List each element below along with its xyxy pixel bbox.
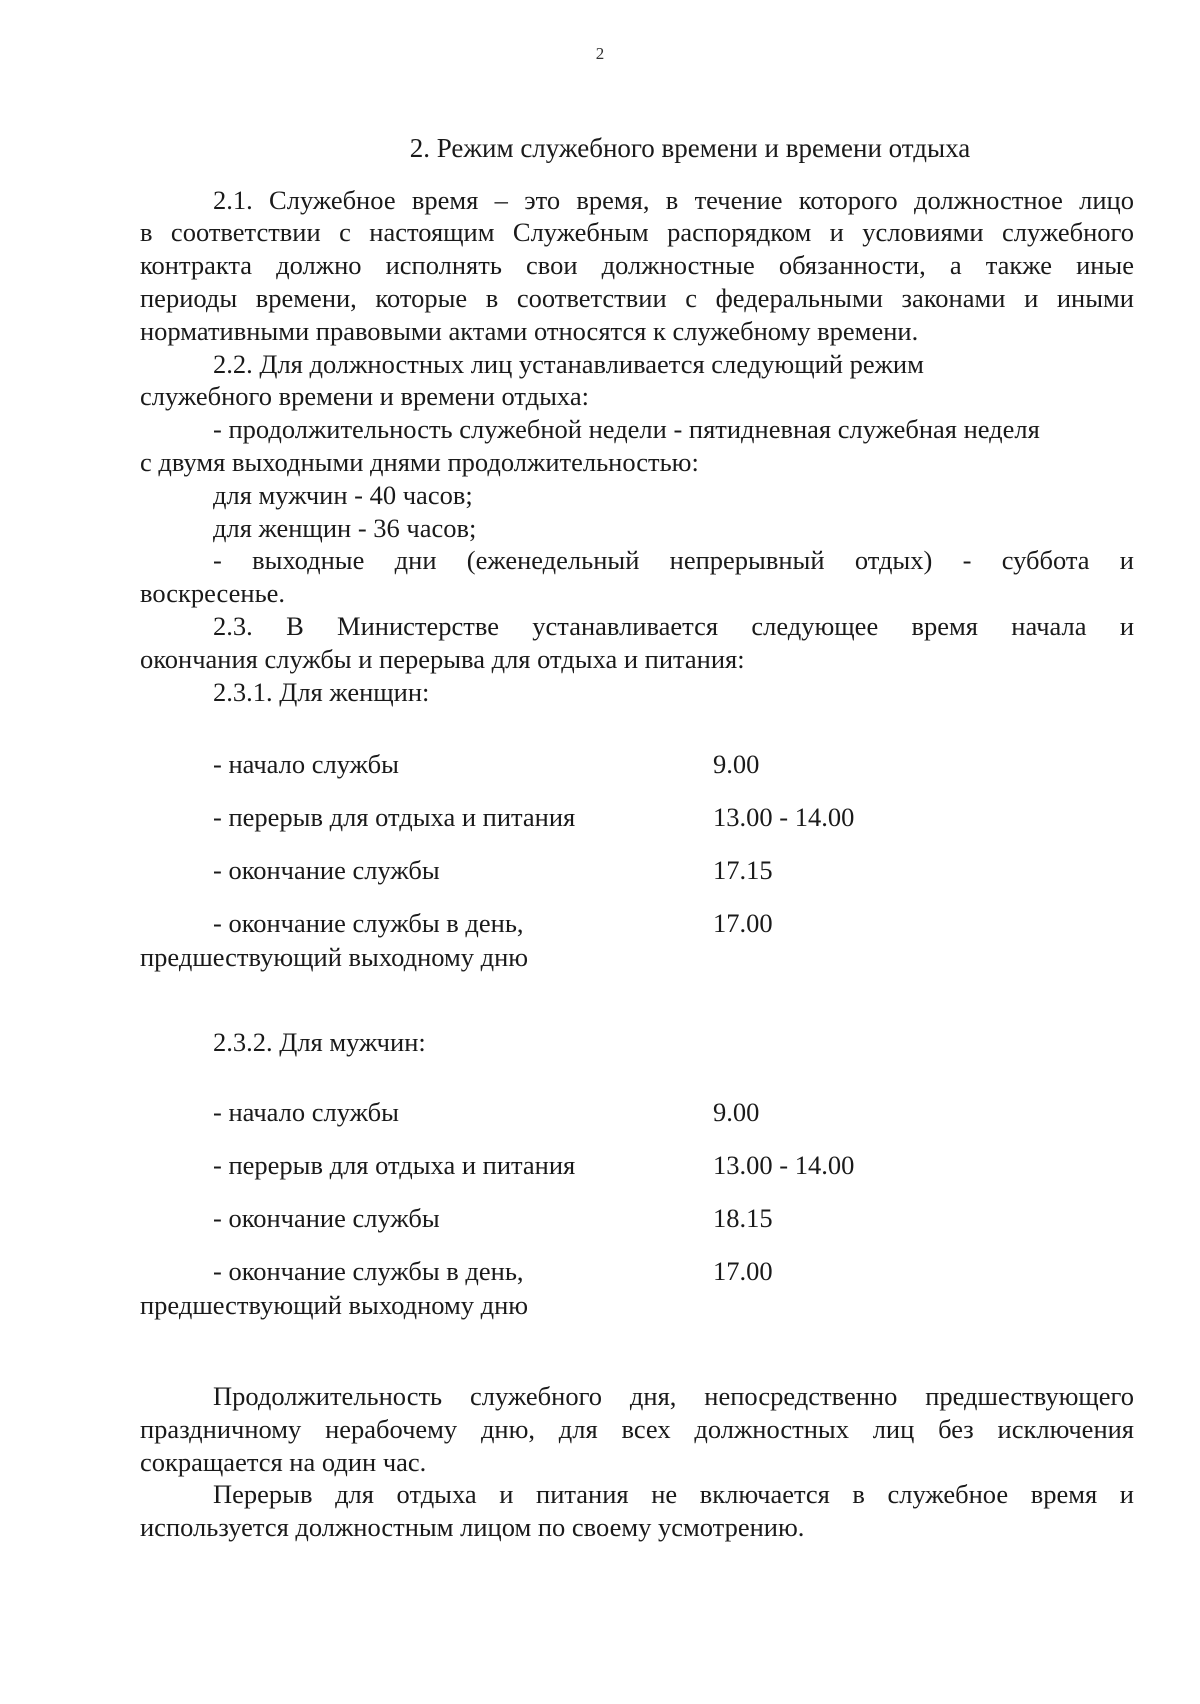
men-row-start-value: 9.00: [713, 1097, 760, 1127]
closing-2-line-1: Перерыв для отдыха и питания не включается в служебное время и: [213, 1479, 1134, 1509]
para-2-3-line-1: 2.3. В Министерстве устанавливается следующее время начала и: [213, 611, 1134, 641]
para-2-2-line-7: - выходные дни (еженедельный непрерывный отдых) - суббота и: [213, 545, 1134, 575]
para-2-1-line-5: нормативными правовыми актами относятся к служебному времени.: [140, 316, 919, 346]
para-2-3-line-2: окончания службы и перерыва для отдыха и питания:: [140, 644, 745, 674]
para-2-2-line-5: для мужчин - 40 часов;: [213, 480, 473, 510]
women-row-preweekend-label-2: предшествующий выходному дню: [140, 942, 529, 972]
men-row-preweekend-label-2: предшествующий выходному дню: [140, 1290, 529, 1320]
women-row-preweekend-value: 17.00: [713, 908, 773, 938]
closing-2-line-2: используется должностным лицом по своему усмотрению.: [140, 1512, 805, 1542]
men-row-end-value: 18.15: [713, 1203, 773, 1233]
para-2-1-line-1: 2.1. Служебное время – это время, в течение которого должностное лицо: [213, 185, 1134, 215]
men-row-preweekend-value: 17.00: [713, 1256, 773, 1286]
women-row-end-label: - окончание службы: [213, 855, 440, 885]
para-2-2-line-4: с двумя выходными днями продолжительностью:: [140, 447, 699, 477]
women-row-start-label: - начало службы: [213, 749, 399, 779]
men-row-end-label: - окончание службы: [213, 1203, 440, 1233]
women-schedule-title: 2.3.1. Для женщин:: [213, 677, 430, 707]
page-number: 2: [595, 44, 605, 63]
para-2-2-line-3: - продолжительность служебной недели - пятидневная служебная неделя: [213, 414, 1040, 444]
women-row-start-value: 9.00: [713, 749, 760, 779]
para-2-2-line-2: служебного времени и времени отдыха:: [140, 381, 589, 411]
para-2-2-line-8: воскресенье.: [140, 578, 286, 608]
men-row-break-label: - перерыв для отдыха и питания: [213, 1150, 576, 1180]
women-row-break-value: 13.00 - 14.00: [713, 802, 855, 832]
women-row-preweekend-label: - окончание службы в день,: [213, 908, 524, 938]
closing-1-line-1: Продолжительность служебного дня, непосредственно предшествующего: [213, 1381, 1134, 1411]
men-row-break-value: 13.00 - 14.00: [713, 1150, 855, 1180]
women-row-end-value: 17.15: [713, 855, 773, 885]
men-row-preweekend-label: - окончание службы в день,: [213, 1256, 524, 1286]
women-row-break-label: - перерыв для отдыха и питания: [213, 802, 576, 832]
para-2-2-line-1: 2.2. Для должностных лиц устанавливается следующий режим: [213, 349, 924, 379]
closing-1-line-2: праздничному нерабочему дню, для всех должностных лиц без исключения: [140, 1414, 1134, 1444]
men-schedule-title: 2.3.2. Для мужчин:: [213, 1027, 426, 1057]
para-2-2-line-6: для женщин - 36 часов;: [213, 513, 477, 543]
para-2-1-line-4: периоды времени, которые в соответствии с федеральными законами и иными: [140, 283, 1134, 313]
para-2-1-line-2: в соответствии с настоящим Служебным распорядком и условиями служебного: [140, 217, 1134, 247]
para-2-1-line-3: контракта должно исполнять свои должностные обязанности, а также иные: [140, 250, 1134, 280]
closing-1-line-3: сокращается на один час.: [140, 1447, 427, 1477]
section-title: 2. Режим служебного времени и времени отдыха: [409, 133, 971, 163]
men-row-start-label: - начало службы: [213, 1097, 399, 1127]
